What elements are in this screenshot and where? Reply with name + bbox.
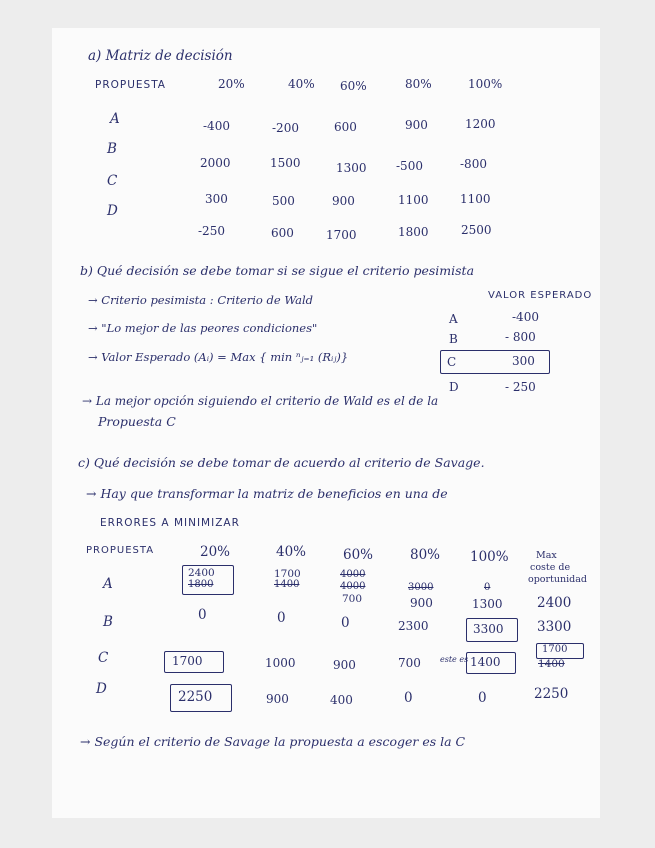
matrix-c-struck-value: 1800 [188, 579, 214, 590]
matrix-c-max: 2400 [537, 595, 572, 611]
section-b-conclusion-2: Propuesta C [98, 414, 176, 429]
section-c-line-1: → Hay que transformar la matriz de beneficios en una de [86, 486, 448, 501]
matrix-c-cell: 2300 [398, 619, 429, 633]
expected-label: C [447, 355, 457, 369]
matrix-a-cell: 1200 [465, 117, 496, 131]
section-b-line-3: → Valor Esperado (Aᵢ) = Max { min ⁿⱼ₌₁ (Rᵢⱼ)} [88, 350, 349, 364]
margin-note: este es [440, 655, 469, 664]
matrix-a-cell: 1100 [398, 193, 429, 207]
matrix-c-cell: 400 [330, 693, 353, 707]
matrix-a-cell: 1500 [270, 156, 301, 170]
matrix-c-cell: 900 [266, 692, 289, 706]
matrix-c-row-label: A [103, 576, 113, 592]
matrix-c-cell: 900 [333, 658, 356, 672]
matrix-c-cell: 0 [478, 690, 487, 706]
matrix-a-cell: -400 [203, 119, 230, 133]
matrix-a-cell: 1300 [336, 161, 367, 175]
matrix-c-cell: 1300 [472, 597, 503, 611]
expected-label: B [449, 332, 458, 346]
matrix-c-max: 2250 [534, 686, 569, 702]
expected-label: A [449, 312, 458, 326]
matrix-a-cell: 1100 [460, 192, 491, 206]
matrix-a-cell: 500 [272, 194, 295, 208]
matrix-a-row-label: A [110, 111, 120, 127]
matrix-a-cell: 900 [405, 118, 428, 132]
matrix-a-header-100: 100% [468, 77, 503, 91]
matrix-c-row-label: C [98, 650, 109, 666]
matrix-c-max: 1700 [542, 644, 568, 655]
section-b-line-1: → Criterio pesimista : Criterio de Wald [88, 293, 314, 307]
matrix-a-cell: 1800 [398, 225, 429, 239]
expected-label: D [449, 380, 459, 394]
matrix-c-header-max: coste de [530, 562, 571, 573]
matrix-c-cell: 1400 [470, 655, 501, 669]
matrix-c-struck-value: 4000 [340, 581, 366, 592]
matrix-a-cell: 2500 [461, 223, 492, 237]
matrix-c-cell: 700 [342, 593, 363, 605]
matrix-c-header-max: Max [536, 550, 557, 561]
expected-value: 300 [512, 354, 535, 368]
section-b-question: b) Qué decisión se debe tomar si se sigue el criterio pesimista [80, 263, 475, 278]
matrix-a-cell: -800 [460, 157, 487, 171]
matrix-c-cell: 0 [198, 607, 207, 623]
section-c-conclusion: → Según el criterio de Savage la propuesta a escoger es la C [80, 734, 466, 749]
matrix-c-header-propuesta: PROPUESTA [86, 545, 155, 556]
matrix-c-header-max: oportunidad [528, 574, 587, 585]
matrix-a-cell: 2000 [200, 156, 231, 170]
matrix-c-cell: 3300 [473, 622, 504, 636]
matrix-a-header-propuesta: PROPUESTA [95, 79, 166, 91]
matrix-c-cell: 2400 [188, 567, 215, 579]
matrix-c-max: 3300 [537, 619, 572, 635]
matrix-a-row-label: B [107, 141, 117, 157]
matrix-a-header-20: 20% [218, 77, 245, 91]
matrix-a-header-60: 60% [340, 79, 367, 93]
expected-value: - 800 [505, 330, 536, 344]
matrix-c-cell: 0 [341, 615, 350, 631]
matrix-c-cell: 1000 [265, 656, 296, 670]
matrix-a-cell: 600 [334, 120, 357, 134]
matrix-c-cell: 1700 [274, 568, 301, 580]
matrix-c-struck-value: 3000 [408, 582, 434, 593]
section-c-line-2: ERRORES A MINIMIZAR [100, 517, 240, 529]
matrix-c-struck-value: 0 [484, 582, 491, 593]
matrix-c-header-40: 40% [276, 544, 307, 560]
matrix-a-row-label: D [107, 203, 118, 219]
matrix-a-cell: -250 [198, 224, 225, 238]
matrix-c-cell: 1700 [172, 654, 203, 668]
matrix-c-cell: 900 [410, 596, 433, 610]
matrix-a-header-80: 80% [405, 77, 432, 91]
matrix-a-cell: 600 [271, 226, 294, 240]
matrix-a-cell: 1700 [326, 228, 357, 242]
matrix-c-row-label: D [96, 681, 107, 697]
matrix-a-cell: -500 [396, 159, 423, 173]
matrix-c-header-60: 60% [343, 547, 374, 563]
expected-value: - 250 [505, 380, 536, 394]
expected-value: -400 [512, 310, 539, 324]
matrix-a-cell: 300 [205, 192, 228, 206]
section-b-line-2: → "Lo mejor de las peores condiciones" [88, 321, 318, 335]
matrix-c-struck-value: 1400 [274, 579, 300, 590]
matrix-c-cell: 2250 [178, 689, 213, 705]
matrix-c-row-label: B [103, 614, 113, 630]
matrix-a-row-label: C [107, 173, 118, 189]
matrix-a-header-40: 40% [288, 77, 315, 91]
matrix-c-cell: 0 [404, 690, 413, 706]
matrix-c-cell: 700 [398, 656, 421, 670]
matrix-c-struck-value: 4000 [340, 569, 366, 580]
matrix-c-header-100: 100% [470, 549, 509, 565]
matrix-c-header-80: 80% [410, 547, 441, 563]
section-a-title: a) Matriz de decisión [88, 48, 233, 64]
matrix-c-struck-value: 1400 [538, 658, 565, 670]
matrix-c-cell: 0 [277, 610, 286, 626]
matrix-c-header-20: 20% [200, 544, 231, 560]
section-c-question: c) Qué decisión se debe tomar de acuerdo al criterio de Savage. [78, 455, 485, 470]
matrix-a-cell: 900 [332, 194, 355, 208]
section-b-conclusion-1: → La mejor opción siguiendo el criterio de Wald es el de la [82, 394, 439, 408]
matrix-a-cell: -200 [272, 121, 299, 135]
expected-value-title: VALOR ESPERADO [488, 290, 593, 301]
